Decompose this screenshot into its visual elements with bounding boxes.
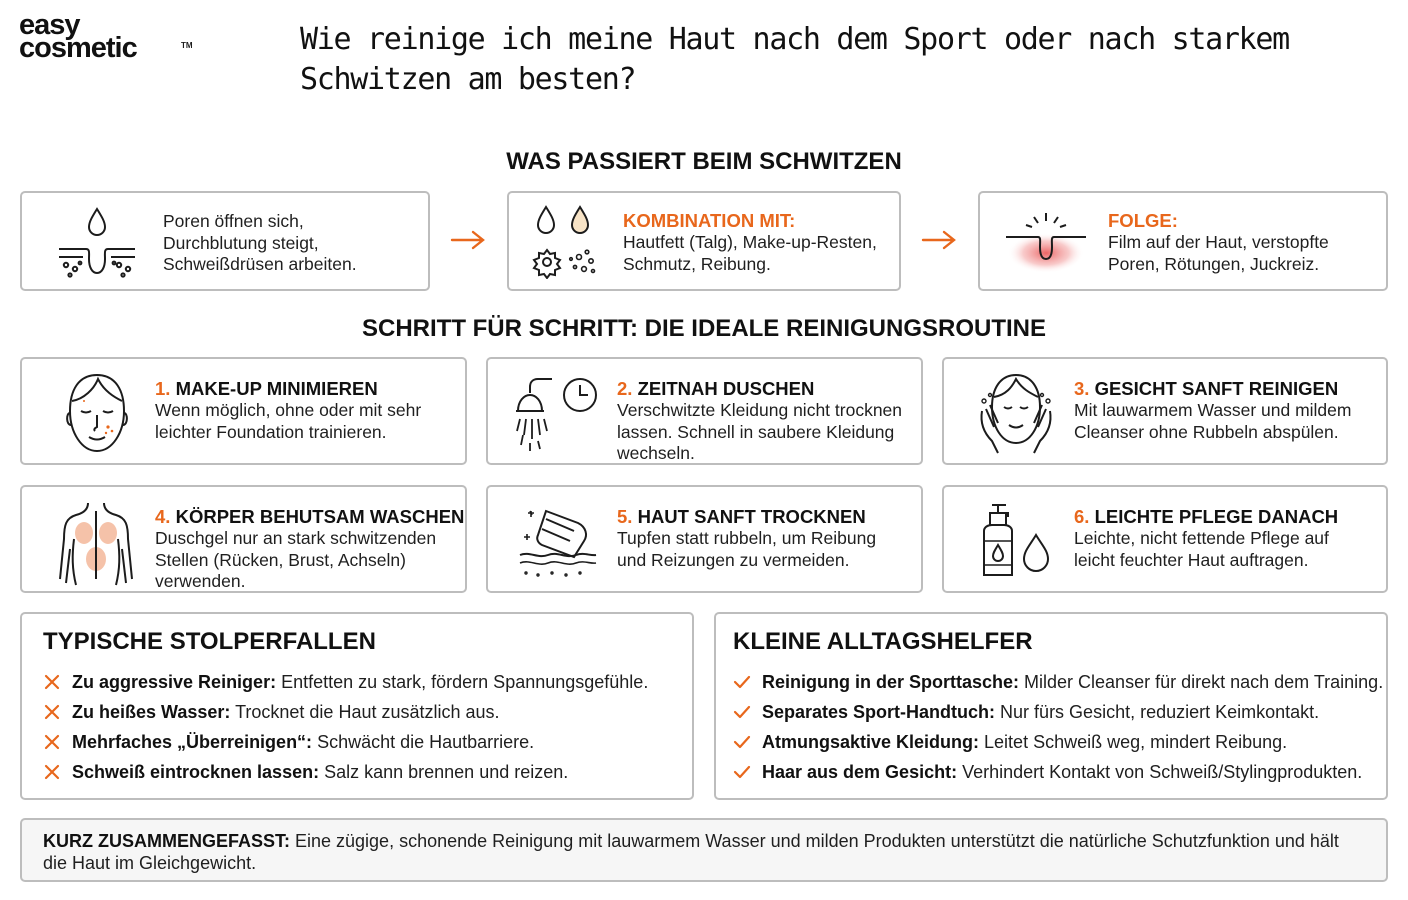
- face-icon: [62, 371, 132, 457]
- step-line: verwenden.: [155, 571, 246, 591]
- check-icon: [733, 763, 751, 781]
- cross-icon: [43, 703, 61, 721]
- pitfall-text: Entfetten zu stark, fördern Spannungsgefühle.: [276, 672, 649, 692]
- sweat-box-2-line: Schmutz, Reibung.: [623, 253, 771, 274]
- pitfall-text: Trocknet die Haut zusätzlich aus.: [230, 702, 500, 722]
- step-line: Stellen (Rücken, Brust, Achseln): [155, 549, 406, 570]
- helper-bold: Reinigung in der Sporttasche:: [762, 672, 1020, 692]
- step-heading: GESICHT SANFT REINIGEN: [1094, 378, 1339, 399]
- step-card-2: [486, 357, 923, 465]
- summary-box: [20, 818, 1388, 882]
- step-1-text: [155, 377, 421, 443]
- step-heading: KÖRPER BEHUTSAM WASCHEN: [175, 506, 465, 527]
- sweat-box-1: [20, 191, 430, 291]
- step-card-4: [20, 485, 467, 593]
- pitfall-bold: Schweiß eintrocknen lassen:: [72, 762, 320, 782]
- sweat-box-3-text: [1108, 209, 1329, 275]
- step-line: Verschwitzte Kleidung nicht trocknen: [617, 400, 903, 420]
- pitfalls-panel: [20, 612, 694, 800]
- step-4-text: [155, 505, 464, 593]
- step-line: wechseln.: [617, 443, 695, 463]
- step-number: 1.: [155, 378, 171, 399]
- step-number: 6.: [1074, 506, 1090, 527]
- arrow-right-icon: [450, 230, 486, 250]
- droplets-dirt-icon: [529, 205, 601, 279]
- pitfall-text: Salz kann brennen und reizen.: [319, 762, 569, 782]
- step-heading: LEICHTE PFLEGE DANACH: [1094, 506, 1339, 527]
- helpers-title: KLEINE ALLTAGSHELFER: [733, 628, 1033, 655]
- check-icon: [733, 673, 751, 691]
- helpers-panel: [714, 612, 1388, 800]
- step-line: lassen. Schnell in saubere Kleidung: [617, 421, 895, 442]
- step-5-text: [617, 505, 876, 571]
- step-heading: HAUT SANFT TROCKNEN: [637, 506, 866, 527]
- lotion-bottle-icon: [978, 501, 1054, 579]
- helper-text: Leitet Schweiß weg, mindert Reibung.: [979, 732, 1288, 752]
- sweat-box-2-heading: KOMBINATION MIT:: [623, 210, 796, 231]
- sweat-box-2: [507, 191, 901, 291]
- arrow-right-icon: [921, 230, 957, 250]
- step-line: Cleanser ohne Rubbeln abspülen.: [1074, 421, 1339, 442]
- pitfall-bold: Zu heißes Wasser:: [72, 702, 231, 722]
- sweat-box-1-text: [163, 211, 357, 276]
- helper-text: Milder Cleanser für direkt nach dem Training.: [1019, 672, 1384, 692]
- shower-clock-icon: [514, 373, 602, 453]
- section-title-routine: SCHRITT FÜR SCHRITT: DIE IDEALE REINIGUNGSROUTINE: [361, 315, 1046, 342]
- brand-logo: [19, 9, 193, 70]
- check-icon: [733, 733, 751, 751]
- sweat-box-2-line: Hautfett (Talg), Make-up-Resten,: [623, 232, 877, 252]
- cross-icon: [43, 673, 61, 691]
- step-line: Leichte, nicht fettende Pflege auf: [1074, 528, 1329, 548]
- brand-line-1: easy: [19, 9, 80, 41]
- sweat-box-3-line: Film auf der Haut, verstopfte: [1108, 232, 1329, 252]
- step-line: leicht feuchter Haut auftragen.: [1074, 549, 1309, 570]
- step-line: Duschgel nur an stark schwitzenden: [155, 528, 437, 548]
- pitfalls-title: TYPISCHE STOLPERFALLEN: [43, 628, 376, 655]
- step-6-text: [1074, 505, 1338, 571]
- step-heading: ZEITNAH DUSCHEN: [637, 378, 815, 399]
- summary-label: KURZ ZUSAMMENGEFASST:: [43, 831, 290, 851]
- step-2-text: [617, 377, 902, 465]
- inflamed-pore-icon: [1004, 211, 1088, 277]
- sweat-box-3-heading: FOLGE:: [1108, 210, 1178, 231]
- brand-trademark: TM: [181, 41, 193, 50]
- helper-bold: Atmungsaktive Kleidung:: [762, 732, 980, 752]
- summary-text: [43, 830, 1363, 874]
- sweat-box-1-line: Schweißdrüsen arbeiten.: [163, 254, 357, 274]
- step-number: 2.: [617, 378, 633, 399]
- step-heading: MAKE-UP MINIMIEREN: [175, 378, 378, 399]
- step-line: Mit lauwarmem Wasser und mildem: [1074, 400, 1352, 420]
- helper-bold: Separates Sport-Handtuch:: [762, 702, 996, 722]
- summary-body: Eine zügige, schonende Reinigung mit lauwarmem Wasser und milden Produkten unterstützt die natürliche Schutzfunktion und hält die Haut im Gleichgewicht.: [43, 831, 1339, 873]
- step-number: 3.: [1074, 378, 1090, 399]
- step-card-6: [942, 485, 1388, 593]
- step-card-3: [942, 357, 1388, 465]
- body-back-icon: [58, 499, 134, 587]
- helper-bold: Haar aus dem Gesicht:: [762, 762, 958, 782]
- pitfall-text: Schwächt die Hautbarriere.: [312, 732, 535, 752]
- sweat-box-3: [978, 191, 1388, 291]
- brand-line-2: cosmetic: [19, 32, 137, 64]
- towel-icon: [516, 501, 600, 581]
- step-3-text: [1074, 377, 1351, 443]
- face-washing-icon: [978, 371, 1054, 457]
- sweat-box-1-line: Poren öffnen sich,: [163, 211, 304, 231]
- page-title: Wie reinige ich meine Haut nach dem Sport oder nach starkem Schwitzen am besten?: [300, 22, 1289, 97]
- step-line: leichter Foundation trainieren.: [155, 421, 387, 442]
- cross-icon: [43, 763, 61, 781]
- step-card-5: [486, 485, 923, 593]
- step-line: Wenn möglich, ohne oder mit sehr: [155, 400, 422, 420]
- helper-text: Verhindert Kontakt von Schweiß/Stylingprodukten.: [957, 762, 1363, 782]
- sweat-box-1-line: Durchblutung steigt,: [163, 232, 319, 253]
- pitfall-bold: Zu aggressive Reiniger:: [72, 672, 277, 692]
- section-title-sweating: WAS PASSIERT BEIM SCHWITZEN: [506, 148, 902, 175]
- cross-icon: [43, 733, 61, 751]
- sweat-box-2-text: [623, 209, 877, 275]
- pitfall-bold: Mehrfaches „Überreinigen“:: [72, 732, 313, 752]
- step-line: Tupfen statt rubbeln, um Reibung: [617, 528, 877, 548]
- step-card-1: [20, 357, 467, 465]
- step-line: und Reizungen zu vermeiden.: [617, 549, 850, 570]
- sweat-box-3-line: Poren, Rötungen, Juckreiz.: [1108, 253, 1320, 274]
- helper-text: Nur fürs Gesicht, reduziert Keimkontakt.: [995, 702, 1320, 722]
- step-number: 5.: [617, 506, 633, 527]
- step-number: 4.: [155, 506, 171, 527]
- check-icon: [733, 703, 751, 721]
- sweat-pore-icon: [56, 205, 138, 279]
